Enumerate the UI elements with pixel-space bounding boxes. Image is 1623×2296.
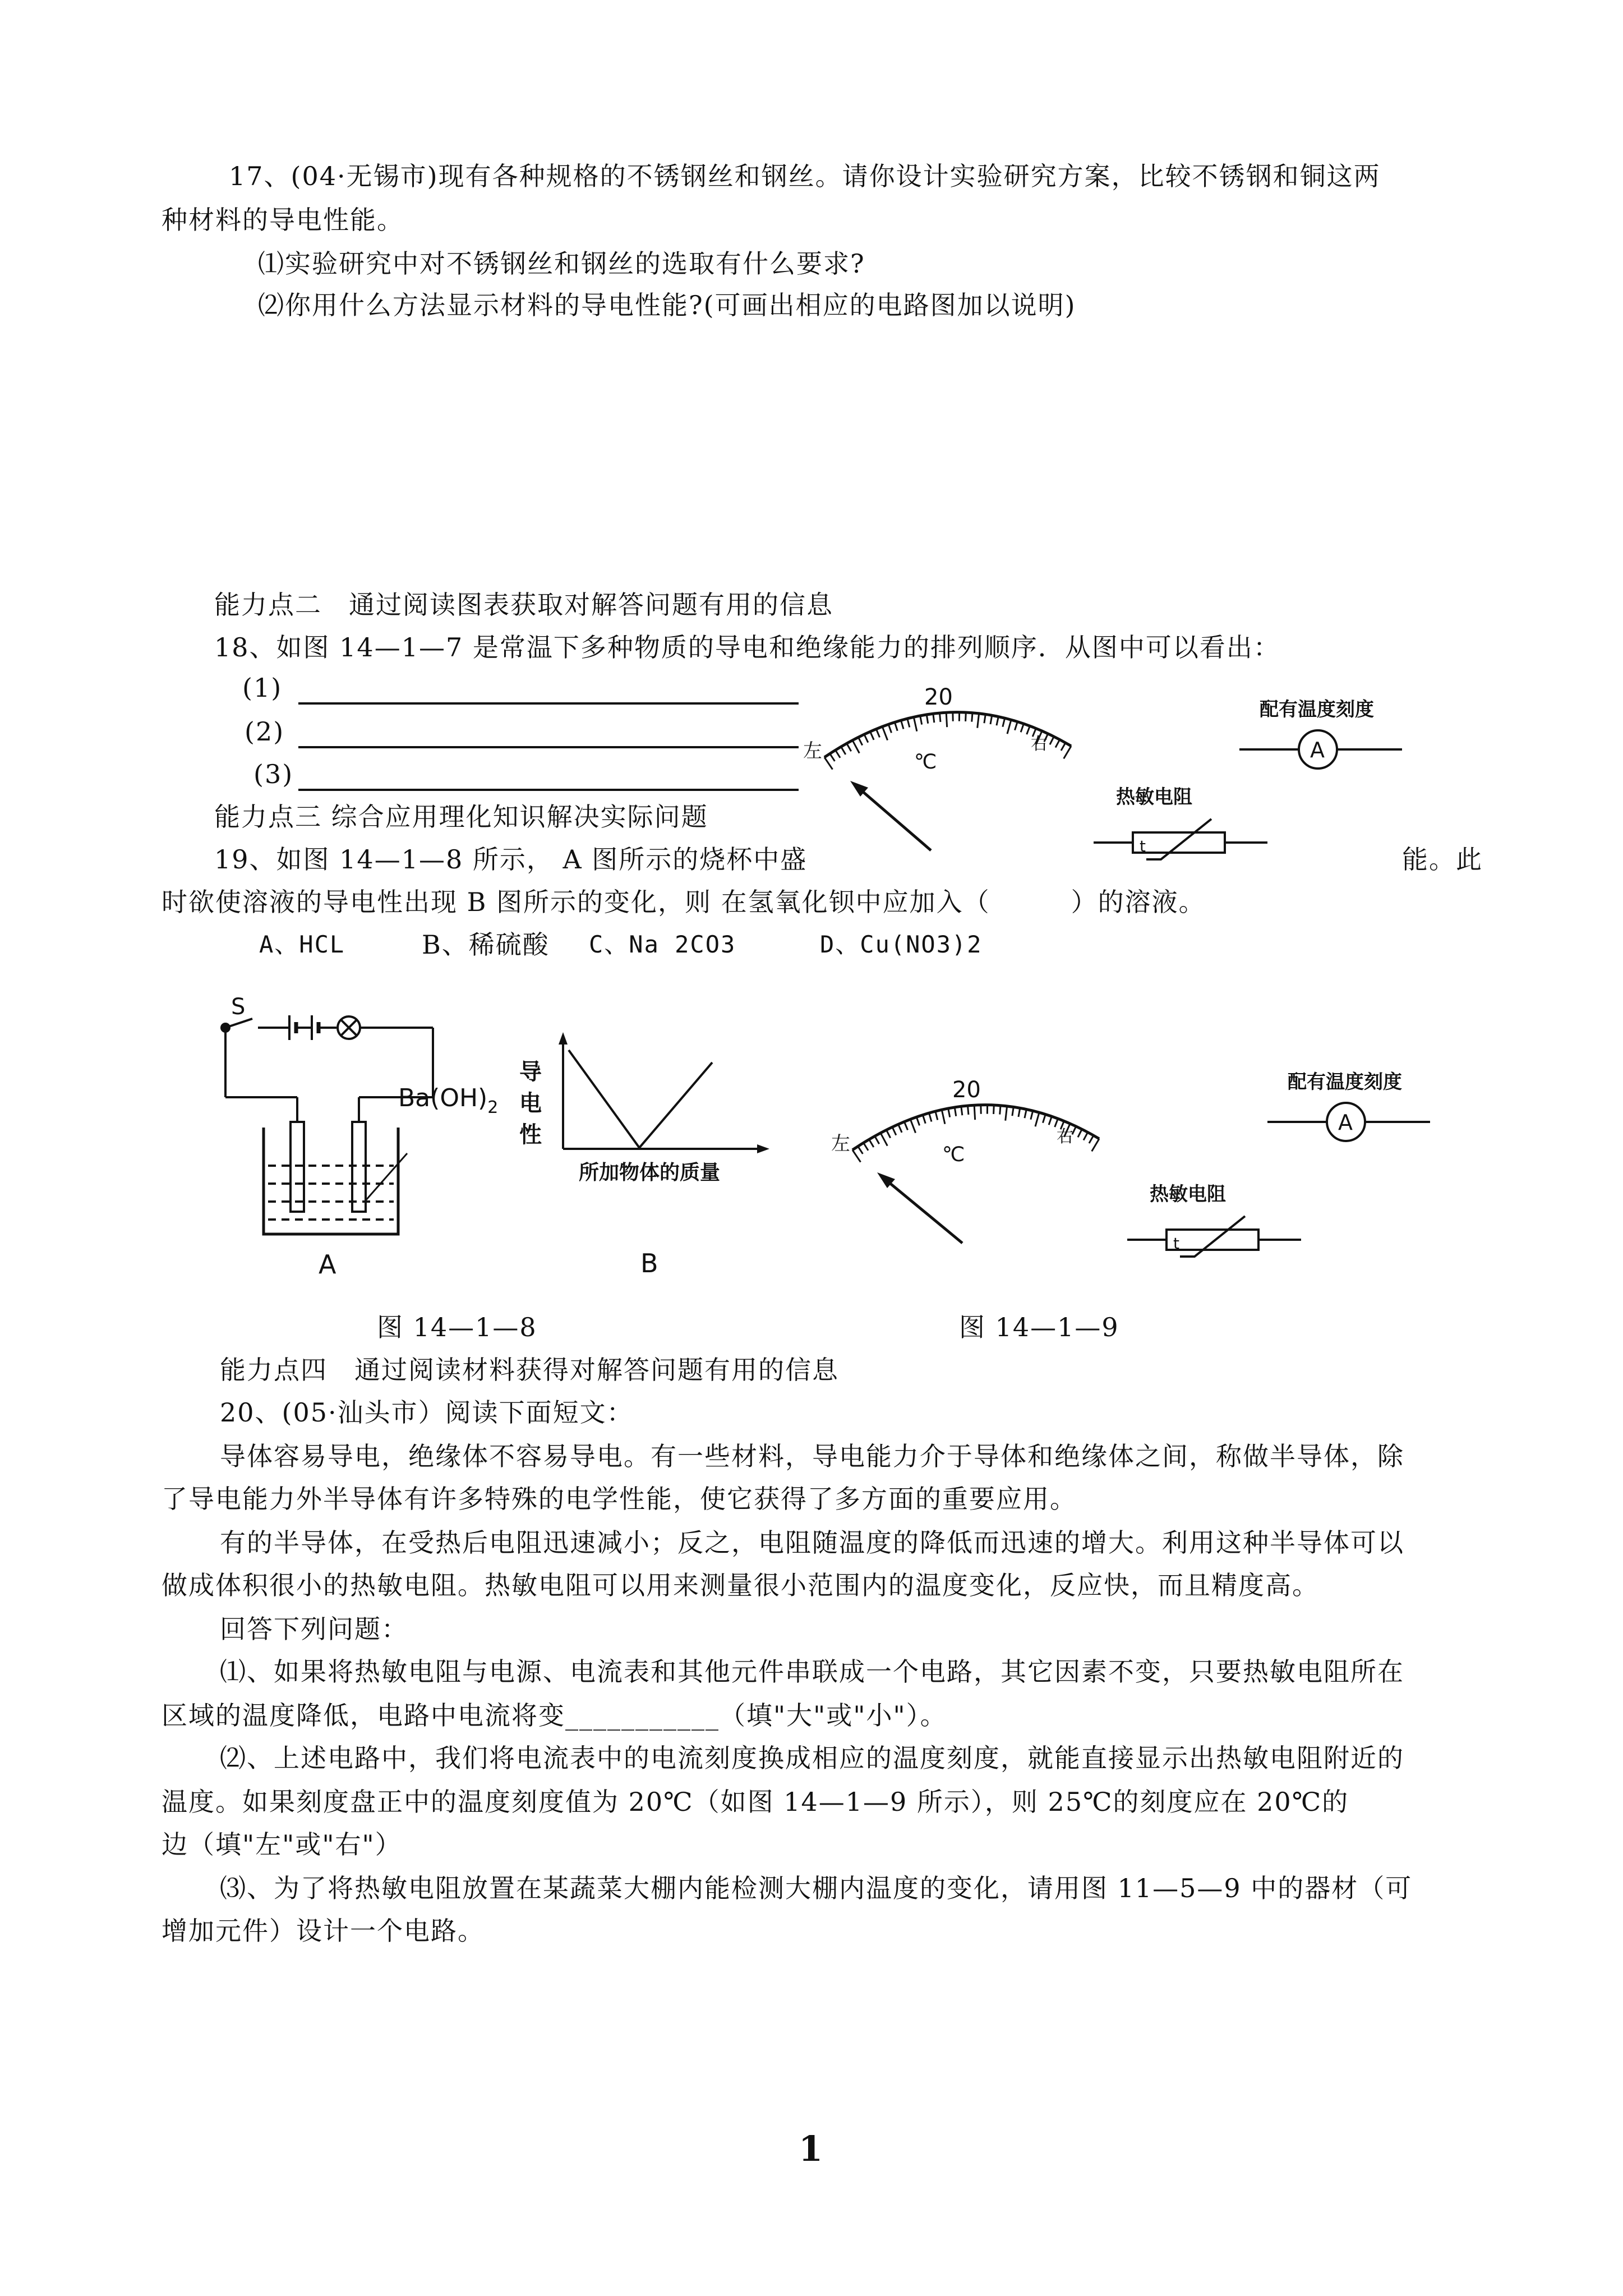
dial-tick <box>1007 720 1011 734</box>
dial-tick <box>1043 1114 1045 1122</box>
dial-tick <box>852 740 859 753</box>
dial-tick <box>888 724 891 733</box>
dial-tick <box>869 1139 874 1147</box>
dial-tick <box>864 1143 868 1151</box>
ammeter-mid-caption: 配有温度刻度 <box>1288 1071 1402 1093</box>
dial-tick <box>886 1130 890 1138</box>
figure-b-ylabel-1: 导 <box>519 1059 542 1085</box>
dial-top-needle <box>858 788 931 850</box>
q19-option-a: A、HCL <box>259 931 345 958</box>
figure-a-label: A <box>319 1249 336 1280</box>
q20-s2-line3: 边（填"左"或"右"） <box>162 1829 402 1860</box>
dial-top-scale-mark: 20 <box>924 684 953 710</box>
dial-tick <box>841 747 846 754</box>
q19-option-d: D、Cu(NO3)2 <box>820 931 983 958</box>
dial-tick <box>1035 1112 1039 1126</box>
dial-tick <box>1031 1111 1033 1120</box>
page-number: 1 <box>799 2128 823 2169</box>
dial-tick <box>946 712 947 727</box>
dial-tick <box>858 1147 863 1154</box>
dial-tick <box>852 1150 861 1162</box>
figure-mid-ammeter <box>1267 1066 1436 1144</box>
section4-heading: 能力点四 通过阅读材料获得对解答问题有用的信息 <box>220 1355 839 1385</box>
figure-top-ammeter <box>1239 693 1408 772</box>
thermistor-top-caption: 热敏电阻 <box>1116 786 1192 808</box>
figure-b-ylabel-2: 电 <box>519 1091 542 1116</box>
dial-tick <box>1089 1135 1094 1143</box>
q20-s3-line1: ⑶、为了将热敏电阻放置在某蔬菜大棚内能检测大棚内温度的变化，请用图 11—5—9 中的器材（可 <box>220 1873 1413 1903</box>
q18-blank-line-3[interactable] <box>298 789 799 791</box>
dial-tick <box>1064 746 1071 758</box>
ammeter-mid-symbol: A <box>1338 1110 1353 1135</box>
caption-fig-9: 图 14—1—9 <box>959 1312 1119 1342</box>
dial-top-left-label: 左 <box>803 740 822 762</box>
figure-b-graph <box>516 1032 785 1279</box>
q20-s2-line1: ⑵、上述电路中，我们将电流表中的电流刻度换成相应的温度刻度，就能直接显示出热敏电阻附近的 <box>220 1743 1404 1773</box>
dial-tick <box>907 719 910 728</box>
q20-s1-line1: ⑴、如果将热敏电阻与电源、电流表和其他元件串联成一个电路，其它因素不变，只要热敏电阻所在 <box>220 1657 1404 1687</box>
switch-label: S <box>231 994 246 1020</box>
dial-top-right-label: 右 <box>1031 734 1048 754</box>
dial-tick <box>1049 1116 1052 1125</box>
dial-tick <box>882 726 887 740</box>
figure-b-ylabel-3: 性 <box>519 1122 542 1148</box>
q18-blank-label-1: (1) <box>242 673 283 703</box>
dial-tick <box>974 1105 975 1120</box>
q17-stem-line2: 种材料的导电性能。 <box>162 205 404 235</box>
q18-blank-line-2[interactable] <box>298 746 799 748</box>
figure-mid-thermistor <box>1127 1178 1312 1268</box>
dial-tick <box>1092 1139 1099 1151</box>
dial-tick <box>901 720 903 729</box>
q20-p2-line1: 有的半导体，在受热后电阻迅速减小；反之，电阻随温度的降低而迅速的增大。利用这种半导体可以 <box>220 1527 1404 1558</box>
dial-mid-scale-mark: 20 <box>952 1077 981 1103</box>
section2-heading: 能力点二 通过阅读图表获取对解答问题有用的信息 <box>214 590 833 620</box>
dial-top-unit: ℃ <box>914 751 937 774</box>
dial-tick <box>926 715 928 724</box>
dial-tick <box>1018 1108 1020 1117</box>
dial-tick <box>858 737 862 745</box>
dial-tick <box>910 1119 915 1133</box>
dial-tick <box>1050 737 1054 744</box>
dial-tick <box>984 714 985 723</box>
q20-stem: 20、(05·汕头市）阅读下面短文： <box>220 1397 634 1428</box>
dial-tick <box>870 731 874 740</box>
q20-p2-line2: 做成体积很小的热敏电阻。热敏电阻可以用来测量很小范围内的温度变化，反应快，而且精度高。 <box>162 1570 1319 1600</box>
section3-heading: 能力点三 综合应用理化知识解决实际问题 <box>214 802 708 832</box>
q19-stem-line2: 时欲使溶液的导电性出现 B 图所示的变化，则 在氢氧化钡中应加入（ ）的溶液。 <box>162 887 1206 917</box>
thermistor-mid-mark: t <box>1173 1234 1179 1253</box>
ammeter-top-caption: 配有温度刻度 <box>1260 698 1374 721</box>
dial-tick <box>1027 726 1030 734</box>
caption-fig-8: 图 14—1—8 <box>377 1312 537 1342</box>
dial-tick <box>990 715 992 724</box>
dial-tick <box>923 1115 925 1124</box>
dial-tick <box>876 729 879 738</box>
q20-s1-line2: 区域的温度降低，电路中电流将变___________（填"大"或"小"）。 <box>162 1700 947 1731</box>
dial-tick <box>875 1136 879 1144</box>
q19-stem-line1-right: 能。此 <box>1402 844 1483 875</box>
dial-tick <box>836 750 840 758</box>
q19-option-c: C、Na 2CO3 <box>589 931 736 958</box>
dial-tick <box>1006 1106 1007 1121</box>
q19-stem-line1-left: 19、如图 14—1—8 所示， A 图所示的烧杯中盛 <box>214 844 808 875</box>
dial-mid-left-label: 左 <box>831 1133 850 1155</box>
figure-a-circuit <box>202 987 499 1280</box>
ammeter-top-symbol: A <box>1310 738 1325 762</box>
dial-tick <box>1078 1129 1082 1137</box>
dial-tick <box>824 757 833 770</box>
dial-tick <box>942 1110 945 1124</box>
dial-tick <box>920 716 922 725</box>
dial-tick <box>1055 1119 1058 1127</box>
dial-tick <box>1055 739 1060 747</box>
dial-tick <box>895 723 897 731</box>
dial-tick <box>929 1113 932 1121</box>
dial-tick <box>1061 743 1066 751</box>
q18-blank-label-2: (2) <box>245 716 285 747</box>
dial-tick <box>978 714 979 728</box>
q19-option-b: B、稀硫酸 <box>422 930 550 960</box>
dial-tick <box>830 754 835 761</box>
dial-tick <box>1015 721 1017 730</box>
dial-tick <box>961 1106 962 1115</box>
figure-b-label: B <box>640 1248 658 1278</box>
q17-stem-line1: 17、(04·无锡市)现有各种规格的不锈钢丝和钢丝。请你设计实验研究方案，比较不锈钢和铜这两 <box>229 161 1381 191</box>
q20-p1-line2: 了导电能力外半导体有许多特殊的电学性能，使它获得了多方面的重要应用。 <box>162 1484 1077 1514</box>
dial-mid-needle <box>885 1179 962 1243</box>
q18-blank-line-1[interactable] <box>298 702 799 705</box>
dial-tick <box>933 714 934 723</box>
q18-blank-label-3: (3) <box>253 759 294 789</box>
q17-sub1: ⑴实验研究中对不锈钢丝和钢丝的选取有什么要求? <box>258 249 865 279</box>
dial-mid-right-label: 右 <box>1057 1127 1073 1147</box>
dial-tick <box>864 734 868 742</box>
dial-tick <box>880 1133 887 1146</box>
dial-tick <box>1021 724 1023 732</box>
q20-s3-line2: 增加元件）设计一个电路。 <box>162 1916 485 1946</box>
dial-tick <box>935 1111 938 1120</box>
q17-sub2: ⑵你用什么方法显示材料的导电性能?(可画出相应的电路图加以说明) <box>258 290 1076 320</box>
dial-tick <box>955 1107 956 1116</box>
thermistor-top-mark: t <box>1140 837 1146 855</box>
dial-tick <box>1025 1110 1026 1119</box>
thermistor-mid-caption: 热敏电阻 <box>1150 1183 1226 1205</box>
dial-tick <box>997 717 998 726</box>
q20-p1-line1: 导体容易导电，绝缘体不容易导电。有一些材料，导电能力介于导体和绝缘体之间，称做半导体，除 <box>220 1441 1404 1471</box>
dial-tick <box>968 1106 969 1115</box>
dial-tick <box>1083 1132 1088 1140</box>
solution-label: $Ba(OH)_2$ <box>398 1084 499 1117</box>
dial-tick <box>892 1127 896 1135</box>
q20-prompt: 回答下列问题： <box>220 1614 408 1644</box>
dial-tick <box>916 1117 919 1125</box>
dial-tick <box>898 1124 902 1133</box>
figure-b-xlabel: 所加物体的质量 <box>579 1161 721 1184</box>
dial-mid-unit: ℃ <box>942 1143 965 1166</box>
figure-b-curve <box>569 1050 712 1148</box>
dial-tick <box>1003 718 1005 727</box>
dial-tick <box>1012 1107 1013 1116</box>
dial-tick <box>904 1122 907 1130</box>
dial-tick <box>847 743 851 751</box>
q18-stem: 18、如图 14—1—7 是常温下多种物质的导电和绝缘能力的排列顺序．从图中可以看出： <box>214 632 1280 662</box>
figure-top-dial <box>802 684 1105 864</box>
dial-tick <box>914 717 917 731</box>
figure-top-thermistor <box>1094 781 1279 871</box>
q20-s2-line2: 温度。如果刻度盘正中的温度刻度值为 20℃（如图 14—1—9 所示），则 25℃的刻度应在 20℃的 <box>162 1787 1349 1817</box>
dial-tick <box>948 1108 950 1117</box>
figure-mid-dial <box>830 1077 1133 1257</box>
